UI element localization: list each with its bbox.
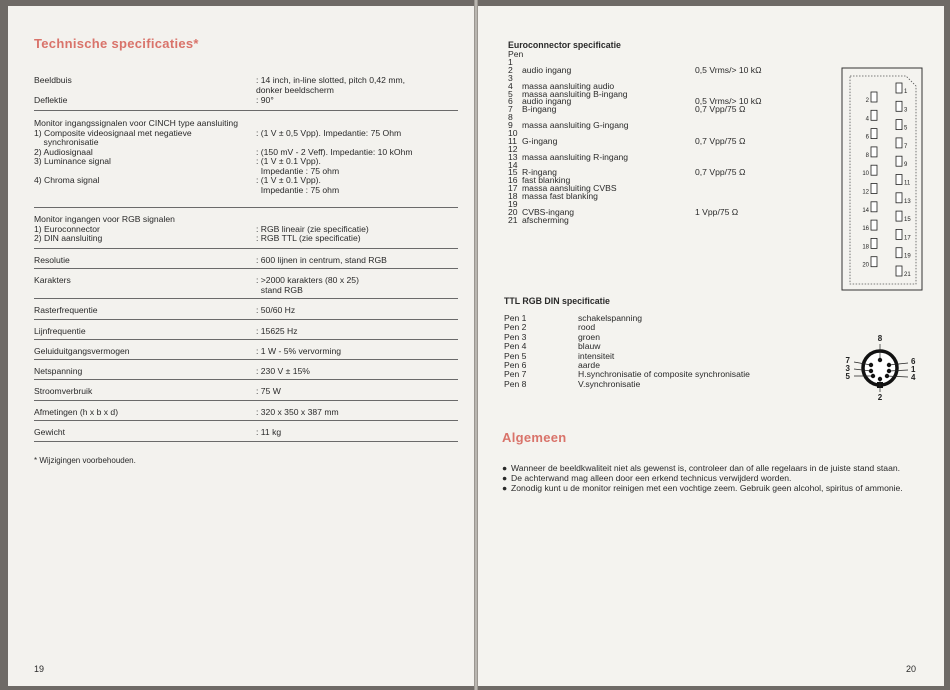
right-page <box>478 6 944 686</box>
bullet-text: De achterwand mag alleen door een erkend technicus verwijderd worden. <box>511 473 792 483</box>
scart-pin-label: 1 <box>904 89 908 95</box>
row-divider <box>34 248 458 249</box>
pin-number: 19 <box>508 199 518 210</box>
scart-pin-label: 5 <box>904 125 908 132</box>
spec-label: Afmetingen (h x b x d) <box>34 407 119 417</box>
spec-value: : 15625 Hz <box>256 326 298 336</box>
spec-value: : 50/60 Hz <box>256 305 296 315</box>
pin-number: 5 <box>508 88 513 99</box>
spec-value: : 90° <box>256 95 274 105</box>
pin-signal: 0,5 Vrms/> 10 kΩ <box>695 64 762 75</box>
scart-pin <box>896 120 902 130</box>
scart-pin <box>896 138 902 148</box>
din-pin <box>869 369 873 373</box>
euro-pin-row <box>508 105 818 113</box>
pin-number: 21 <box>508 214 518 225</box>
pin-number: 13 <box>508 151 518 162</box>
scart-pin-label: 2 <box>865 98 869 104</box>
scart-pin-label: 8 <box>865 152 869 159</box>
pin-number: 9 <box>508 120 513 131</box>
scart-pin <box>896 229 902 239</box>
spec-label: Geluiduitgangsvermogen <box>34 346 130 356</box>
scart-pin <box>871 202 877 212</box>
din-pin-label: 2 <box>877 393 883 402</box>
pin-number: 6 <box>508 96 513 107</box>
din-pin-label: 3 <box>845 364 850 373</box>
pin-signal: 0,7 Vpp/75 Ω <box>695 135 746 146</box>
pin-description: R-ingang <box>522 167 557 178</box>
scart-pin <box>871 147 877 157</box>
row-divider <box>34 420 458 421</box>
din-pin <box>885 374 889 378</box>
ttl-title: TTL RGB DIN specificatie <box>504 296 610 306</box>
din-pin <box>878 377 882 381</box>
scart-pin <box>896 248 902 258</box>
euro-pin-row <box>508 216 818 224</box>
ttl-pin-row <box>504 314 834 323</box>
row-divider <box>34 207 458 208</box>
ttl-pin-row <box>504 333 834 342</box>
ttl-pen: Pen 4 <box>504 341 527 352</box>
scart-pin <box>896 156 902 166</box>
ttl-pin-row <box>504 342 834 351</box>
scart-pin <box>896 83 902 93</box>
scart-pin <box>871 129 877 139</box>
spec-label: Beeldbuis <box>34 75 72 85</box>
ttl-pen: Pen 7 <box>504 369 527 380</box>
scart-pin-label: 7 <box>904 143 908 150</box>
scart-pin-label: 19 <box>904 253 911 260</box>
ttl-pen: Pen 5 <box>504 350 527 361</box>
scart-pin <box>871 92 877 102</box>
pin-description: massa aansluiting B-ingang <box>522 88 628 99</box>
row-divider <box>34 110 458 111</box>
scart-pin-label: 13 <box>904 198 911 205</box>
scart-pin <box>896 101 902 111</box>
row-divider <box>34 319 458 320</box>
ttl-pen: Pen 6 <box>504 359 527 370</box>
spec-value: : 230 V ± 15% <box>256 366 310 376</box>
pin-number: 4 <box>508 80 513 91</box>
spec-value: : >2000 karakters (80 x 25) stand RGB <box>256 275 359 295</box>
ttl-function: aarde <box>578 359 600 370</box>
ttl-function: schakelspanning <box>578 313 643 323</box>
row-divider <box>34 379 458 380</box>
scart-pin-label: 17 <box>904 235 911 242</box>
scart-pin <box>896 175 902 185</box>
pin-number: 17 <box>508 183 518 194</box>
spec-label: Resolutie <box>34 255 70 265</box>
ttl-pin-row <box>504 352 834 361</box>
din-pin-label: 4 <box>911 373 916 382</box>
scart-pin <box>896 193 902 203</box>
footnote: * Wijzigingen voorbehouden. <box>34 456 136 465</box>
pin-description: CVBS-ingang <box>522 206 575 217</box>
din-connector-diagram <box>840 328 926 412</box>
row-divider <box>34 441 458 442</box>
spec-label: Lijnfrequentie <box>34 326 86 336</box>
din-pin <box>869 363 873 367</box>
scart-pin-label: 20 <box>862 262 869 269</box>
spec-label: Monitor ingangen voor RGB signalen 1) Euroconnector 2) DIN aansluiting <box>34 214 175 243</box>
scart-pin-label: 10 <box>862 171 869 178</box>
ttl-function: V.synchronisatie <box>578 378 641 389</box>
scart-pin-label: 3 <box>904 107 908 114</box>
spec-value: : 600 lijnen in centrum, stand RGB <box>256 255 387 265</box>
bullet-item <box>502 484 912 494</box>
pin-description: massa aansluiting audio <box>522 80 615 91</box>
ttl-function: H.synchronisatie of composite synchronisatie <box>578 369 750 380</box>
bullet-dot: ● <box>502 463 508 473</box>
pin-description: G-ingang <box>522 135 558 146</box>
scart-pin-label: 12 <box>862 189 869 196</box>
scart-pin-label: 15 <box>904 217 911 224</box>
euro-pin-row <box>508 66 818 74</box>
pin-description: B-ingang <box>522 104 557 115</box>
euro-pin-row <box>508 192 818 200</box>
spec-value: : RGB lineair (zie specificatie) : RGB TTL (zie specificatie) <box>256 223 369 243</box>
spec-value: : (1 V ± 0,5 Vpp). Impedantie: 75 Ohm : (150 mV - 2 Veff). Impedantie: 10 kOhm : (1 V ± 0.1 Vpp). Impedantie : 75 ohm : (1 V ± 0.1 Vpp). Impedantie : 75 ohm <box>256 127 413 195</box>
bullet-text: Wanneer de beeldkwaliteit niet als gewenst is, controleer dan of alle regelaars in de juiste stand staan. <box>511 463 901 473</box>
page-number-left: 19 <box>34 664 45 674</box>
page-number-right: 20 <box>905 664 916 674</box>
pin-signal: 0,5 Vrms/> 10 kΩ <box>695 96 762 107</box>
pin-number: 1 <box>508 57 513 67</box>
general-bullets <box>502 464 912 494</box>
spec-label: Karakters <box>34 275 71 285</box>
din-pin-label: 8 <box>877 334 883 343</box>
spec-label: Deflektie <box>34 95 68 105</box>
pin-number: 20 <box>508 206 518 217</box>
scart-pin-label: 9 <box>904 162 908 169</box>
pin-signal: 0,7 Vpp/75 Ω <box>695 104 746 115</box>
din-pin-label: 6 <box>911 357 916 366</box>
pin-number: 11 <box>508 135 517 146</box>
euro-pin-row <box>508 153 818 161</box>
din-pin <box>871 374 875 378</box>
scart-pin-label: 6 <box>865 134 869 141</box>
spec-value: : 1 W - 5% vervorming <box>256 346 342 356</box>
din-pin <box>887 363 891 367</box>
din-pin-label: 7 <box>845 356 850 365</box>
spec-value: : 11 kg <box>256 427 282 437</box>
euro-pin-list <box>508 58 818 224</box>
pin-number: 2 <box>508 64 513 75</box>
spec-label: Monitor ingangssignalen voor CINCH type aansluiting 1) Composite videosignaal met negatieve synchronisatie 2) Audiosignaal 3) Luminance signal 4) Chroma signal <box>34 118 238 185</box>
din-pin-label: 5 <box>845 372 850 381</box>
row-divider <box>34 339 458 340</box>
pin-number: 3 <box>508 72 513 83</box>
pin-number: 10 <box>508 128 518 139</box>
din-pin-label: 1 <box>911 365 916 374</box>
row-divider <box>34 359 458 360</box>
spec-label: Netspanning <box>34 366 83 376</box>
pin-description: afscherming <box>522 214 569 225</box>
euro-title: Euroconnector specificatie <box>508 40 621 50</box>
din-pin <box>878 358 882 362</box>
euro-pin-row <box>508 121 818 129</box>
spec-value: : 75 W <box>256 386 281 396</box>
pin-number: 15 <box>508 167 518 178</box>
spec-title: Technische specificaties* <box>34 36 199 51</box>
euro-pin-row <box>508 137 818 145</box>
pin-signal: 1 Vpp/75 Ω <box>695 206 739 217</box>
row-divider <box>34 268 458 269</box>
pin-number: 14 <box>508 159 518 170</box>
pin-number: 18 <box>508 191 518 202</box>
scart-pin-label: 16 <box>862 226 869 233</box>
ttl-pen: Pen 3 <box>504 331 527 342</box>
pen-header: Pen <box>508 49 524 59</box>
pin-description: massa aansluiting R-ingang <box>522 151 629 162</box>
scart-pin-label: 11 <box>904 180 911 187</box>
ttl-pin-row <box>504 380 834 389</box>
spec-label: Stroomverbruik <box>34 386 93 396</box>
ttl-pin-row <box>504 370 834 379</box>
scart-pin <box>871 184 877 194</box>
bullet-dot: ● <box>502 473 508 483</box>
scart-pin-label: 21 <box>904 272 911 278</box>
scart-pin <box>896 266 902 276</box>
ttl-pen: Pen 2 <box>504 322 527 333</box>
scart-pin <box>871 110 877 120</box>
pin-signal: 0,7 Vpp/75 Ω <box>695 167 746 178</box>
spec-value: : 320 x 350 x 387 mm <box>256 407 339 417</box>
scart-pin-label: 4 <box>865 116 869 123</box>
pin-description: audio ingang <box>522 96 572 107</box>
pin-number: 16 <box>508 175 518 186</box>
left-page <box>8 6 474 686</box>
ttl-function: groen <box>578 331 600 342</box>
ttl-function: rood <box>578 322 596 333</box>
ttl-pin-row <box>504 323 834 332</box>
pin-description: fast blanking <box>522 175 571 186</box>
scart-pin <box>871 165 877 175</box>
pin-number: 8 <box>508 112 513 123</box>
ttl-pin-list <box>504 314 834 389</box>
spec-value: : 14 inch, in-line slotted, pitch 0,42 mm, donker beeldscherm <box>256 75 406 95</box>
ttl-function: intensiteit <box>578 350 615 361</box>
pin-description: audio ingang <box>522 64 572 75</box>
scart-pin-label: 18 <box>862 244 869 251</box>
general-title: Algemeen <box>502 430 567 445</box>
row-divider <box>34 400 458 401</box>
scart-pin <box>896 211 902 221</box>
ttl-pen: Pen 1 <box>504 313 527 323</box>
spec-label: Rasterfrequentie <box>34 305 98 315</box>
pin-description: massa fast blanking <box>522 191 598 202</box>
bullet-dot: ● <box>502 483 508 493</box>
row-divider <box>34 298 458 299</box>
bullet-text: Zonodig kunt u de monitor reinigen met een vochtige zeem. Gebruik geen alcohol, spiritus of ammonie. <box>511 483 903 493</box>
pin-description: massa aansluiting CVBS <box>522 183 617 194</box>
pin-number: 12 <box>508 143 518 154</box>
scart-pin <box>871 220 877 230</box>
spec-label: Gewicht <box>34 427 66 437</box>
scart-pin <box>871 257 877 267</box>
pin-description: massa aansluiting G-ingang <box>522 120 629 131</box>
scart-connector-diagram <box>840 66 924 292</box>
din-pin <box>887 369 891 373</box>
pin-number: 7 <box>508 104 513 115</box>
scart-pin-label: 14 <box>862 207 869 214</box>
ttl-pen: Pen 8 <box>504 378 527 389</box>
ttl-function: blauw <box>578 341 601 352</box>
scart-pin <box>871 238 877 248</box>
